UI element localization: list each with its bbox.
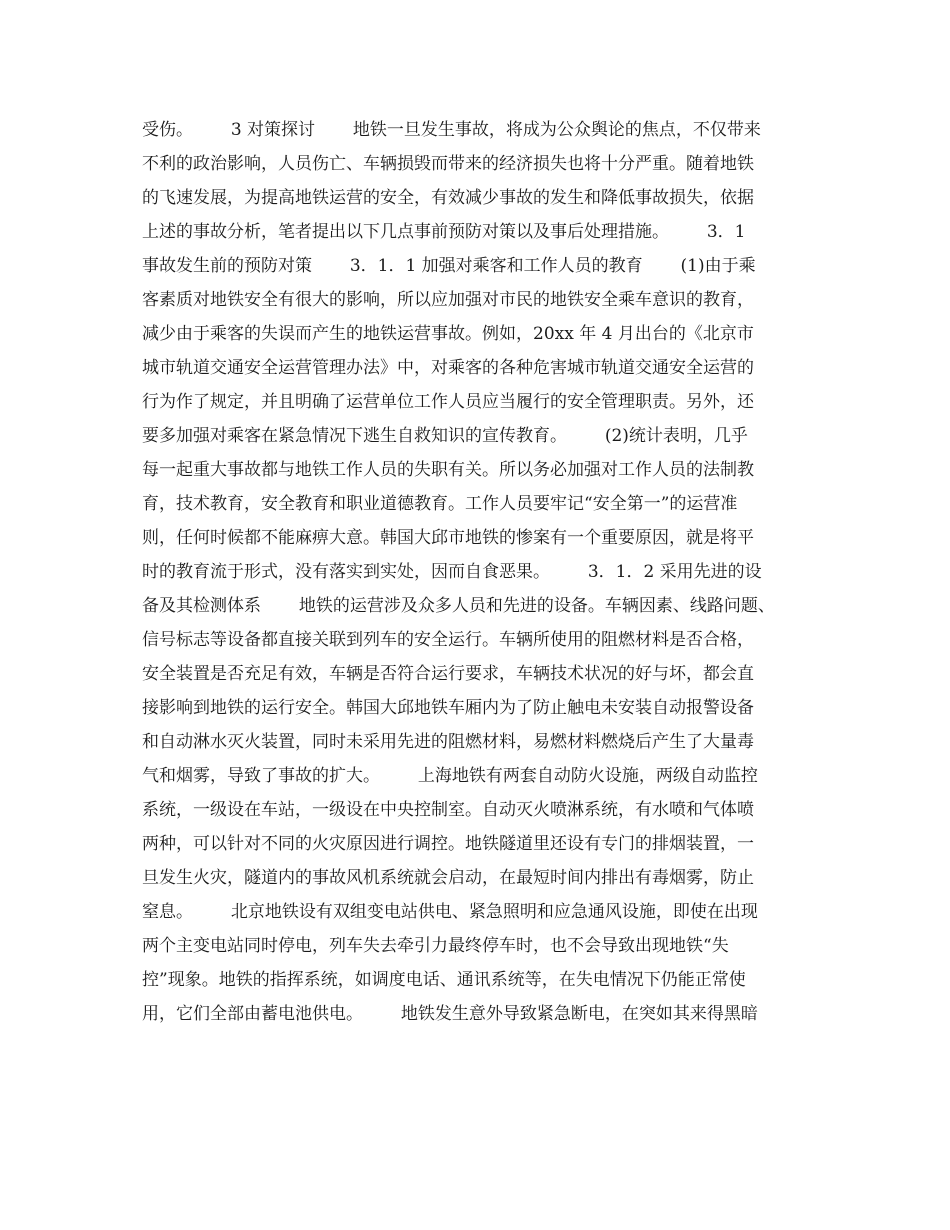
text-line-24: 窒息。 北京地铁设有双组变电站供电、紧急照明和应急通风设施，即使在出现	[142, 902, 758, 922]
text-line-5: 事故发生前的预防对策 3．1．1 加强对乘客和工作人员的教育 (1)由于乘	[142, 256, 756, 276]
text-line-26: 控”现象。地铁的指挥系统，如调度电话、通讯系统等，在失电情况下仍能正常使	[142, 970, 746, 990]
text-line-23: 旦发生火灾，隧道内的事故风机系统就会启动，在最短时间内排出有毒烟雾，防止	[142, 868, 754, 888]
text-line-21: 系统，一级设在车站，一级设在中央控制室。自动灭火喷淋系统，有水喷和气体喷	[142, 800, 754, 820]
text-line-27: 用，它们全部由蓄电池供电。 地铁发生意外导致紧急断电，在突如其来得黑暗	[142, 1004, 758, 1024]
text-line-16: 信号标志等设备都直接关联到列车的安全运行。车辆所使用的阻燃材料是否合格，	[142, 630, 754, 650]
text-line-4: 上述的事故分析，笔者提出以下几点事前预防对策以及事后处理措施。 3．1	[142, 222, 746, 242]
text-line-14: 时的教育流于形式，没有落实到实处，因而自食恶果。 3．1．2 采用先进的设	[142, 562, 762, 582]
text-line-9: 行为作了规定，并且明确了运营单位工作人员应当履行的安全管理职责。另外，还	[142, 392, 754, 412]
text-line-18: 接影响到地铁的运行安全。韩国大邱地铁车厢内为了防止触电未安装自动报警设备	[142, 698, 754, 718]
text-line-19: 和自动淋水灭火装置，同时未采用先进的阻燃材料，易燃材料燃烧后产生了大量毒	[142, 732, 754, 752]
text-line-15: 备及其检测体系 地铁的运营涉及众多人员和先进的设备。车辆因素、线路问题、	[142, 596, 775, 616]
text-line-1: 受伤。 3 对策探讨 地铁一旦发生事故，将成为公众舆论的焦点，不仅带来	[142, 120, 761, 140]
text-line-3: 的飞速发展，为提高地铁运营的安全，有效减少事故的发生和降低事故损失，依据	[142, 188, 754, 208]
text-line-8: 城市轨道交通安全运营管理办法》中，对乘客的各种危害城市轨道交通安全运营的	[142, 358, 754, 378]
text-line-2: 不利的政治影响，人员伤亡、车辆损毁而带来的经济损失也将十分严重。随着地铁	[142, 154, 754, 174]
text-line-10: 要多加强对乘客在紧急情况下逃生自救知识的宣传教育。 (2)统计表明，几乎	[142, 426, 748, 446]
text-line-6: 客素质对地铁安全有很大的影响，所以应加强对市民的地铁安全乘车意识的教育，	[142, 290, 754, 310]
text-line-7: 减少由于乘客的失误而产生的地铁运营事故。例如，20xx 年 4 月出台的《北京市	[142, 324, 754, 344]
text-line-20: 气和烟雾，导致了事故的扩大。 上海地铁有两套自动防火设施，两级自动监控	[142, 766, 758, 786]
text-line-17: 安全装置是否充足有效，车辆是否符合运行要求，车辆技术状况的好与坏，都会直	[142, 664, 754, 684]
text-line-22: 两种，可以针对不同的火灾原因进行调控。地铁隧道里还设有专门的排烟装置，一	[142, 834, 754, 854]
text-line-11: 每一起重大事故都与地铁工作人员的失职有关。所以务必加强对工作人员的法制教	[142, 460, 754, 480]
body-text	[142, 113, 822, 1031]
text-line-13: 则，任何时候都不能麻痹大意。韩国大邱市地铁的惨案有一个重要原因，就是将平	[142, 528, 754, 548]
text-line-25: 两个主变电站同时停电，列车失去牵引力最终停车时，也不会导致出现地铁“失	[142, 936, 729, 956]
text-line-12: 育，技术教育，安全教育和职业道德教育。工作人员要牢记“安全第一”的运营准	[142, 494, 738, 514]
